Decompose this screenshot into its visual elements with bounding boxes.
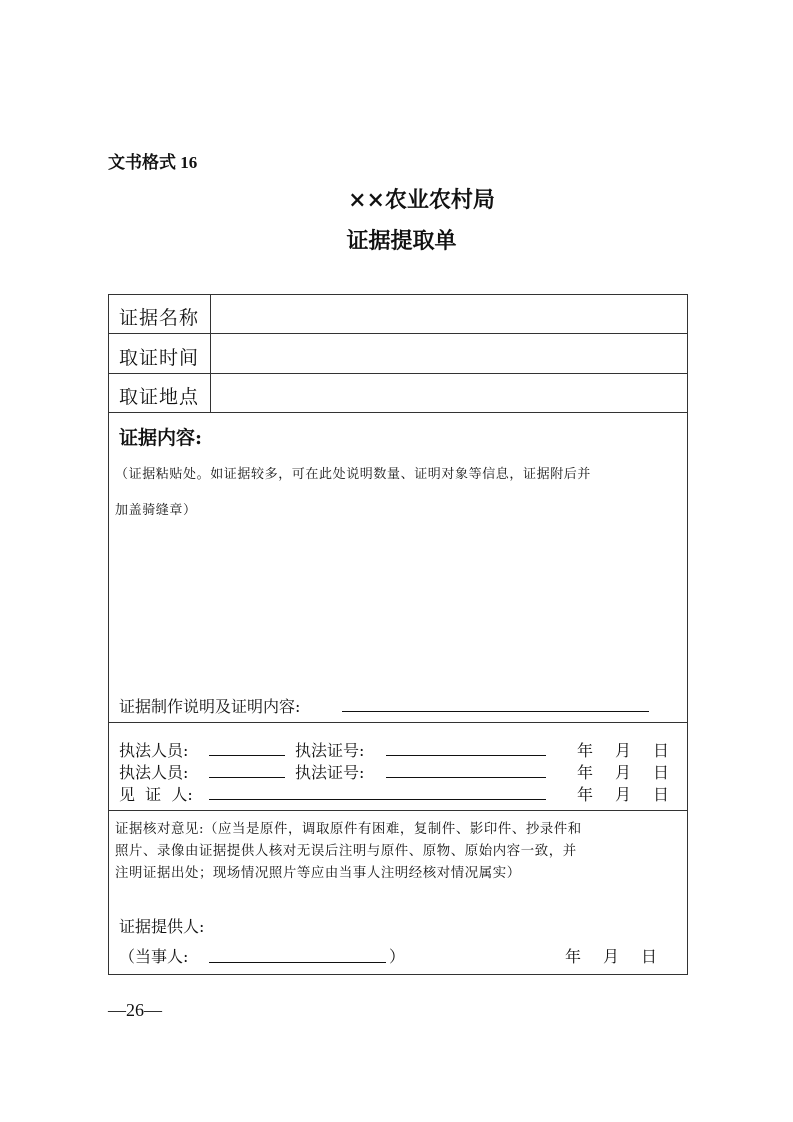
content-note: 加盖骑缝章） — [115, 503, 197, 518]
party-close: ） — [389, 947, 406, 966]
cert-2-line[interactable] — [386, 777, 546, 778]
officer-2-line[interactable] — [209, 777, 285, 778]
format-label: 文书格式 16 — [108, 153, 198, 172]
content-note: （证据粘贴处。如证据较多，可在此处说明数量、证明对象等信息，证据附后并 — [115, 467, 592, 482]
organization-title: ××农业农村局 — [348, 187, 495, 213]
date-3: 年 月 日 — [577, 785, 670, 804]
officer-label: 执法人员: — [119, 763, 189, 782]
row-divider — [109, 412, 687, 413]
evidence-form — [108, 294, 688, 975]
date-1: 年 月 日 — [577, 741, 670, 760]
date-2: 年 月 日 — [577, 763, 670, 782]
witness-line[interactable] — [209, 799, 546, 800]
witness-label: 见 证 人: — [119, 785, 193, 804]
party-label: （当事人: — [119, 947, 189, 966]
verification-text: 照片、录像由证据提供人核对无误后注明与原件、原物、原始内容一致，并 — [115, 844, 577, 859]
evidence-name-label: 证据名称 — [119, 307, 200, 329]
document-title: 证据提取单 — [346, 228, 457, 254]
production-note-line[interactable] — [342, 711, 649, 712]
provider-date: 年 月 日 — [565, 947, 658, 966]
evidence-paste-area[interactable] — [111, 525, 685, 685]
cert-label: 执法证号: — [295, 763, 365, 782]
verification-text: 注明证据出处；现场情况照片等应由当事人注明经核对情况属实） — [115, 866, 521, 881]
collection-time-field[interactable] — [211, 334, 687, 372]
collection-place-field[interactable] — [211, 374, 687, 411]
row-divider — [109, 722, 687, 723]
content-heading: 证据内容: — [119, 427, 203, 449]
provider-label: 证据提供人: — [119, 917, 205, 936]
verification-text: 证据核对意见:（应当是原件，调取原件有困难，复制件、影印件、抄录件和 — [115, 822, 582, 837]
row-divider — [109, 810, 687, 811]
officer-label: 执法人员: — [119, 741, 189, 760]
collection-place-label: 取证地点 — [119, 386, 200, 408]
officer-1-line[interactable] — [209, 755, 285, 756]
page-number: —26— — [108, 1000, 162, 1020]
cert-label: 执法证号: — [295, 741, 365, 760]
evidence-name-field[interactable] — [211, 295, 687, 333]
collection-time-label: 取证时间 — [119, 347, 200, 369]
party-signature-line[interactable] — [209, 962, 386, 963]
production-note-label: 证据制作说明及证明内容: — [119, 697, 301, 716]
cert-1-line[interactable] — [386, 755, 546, 756]
